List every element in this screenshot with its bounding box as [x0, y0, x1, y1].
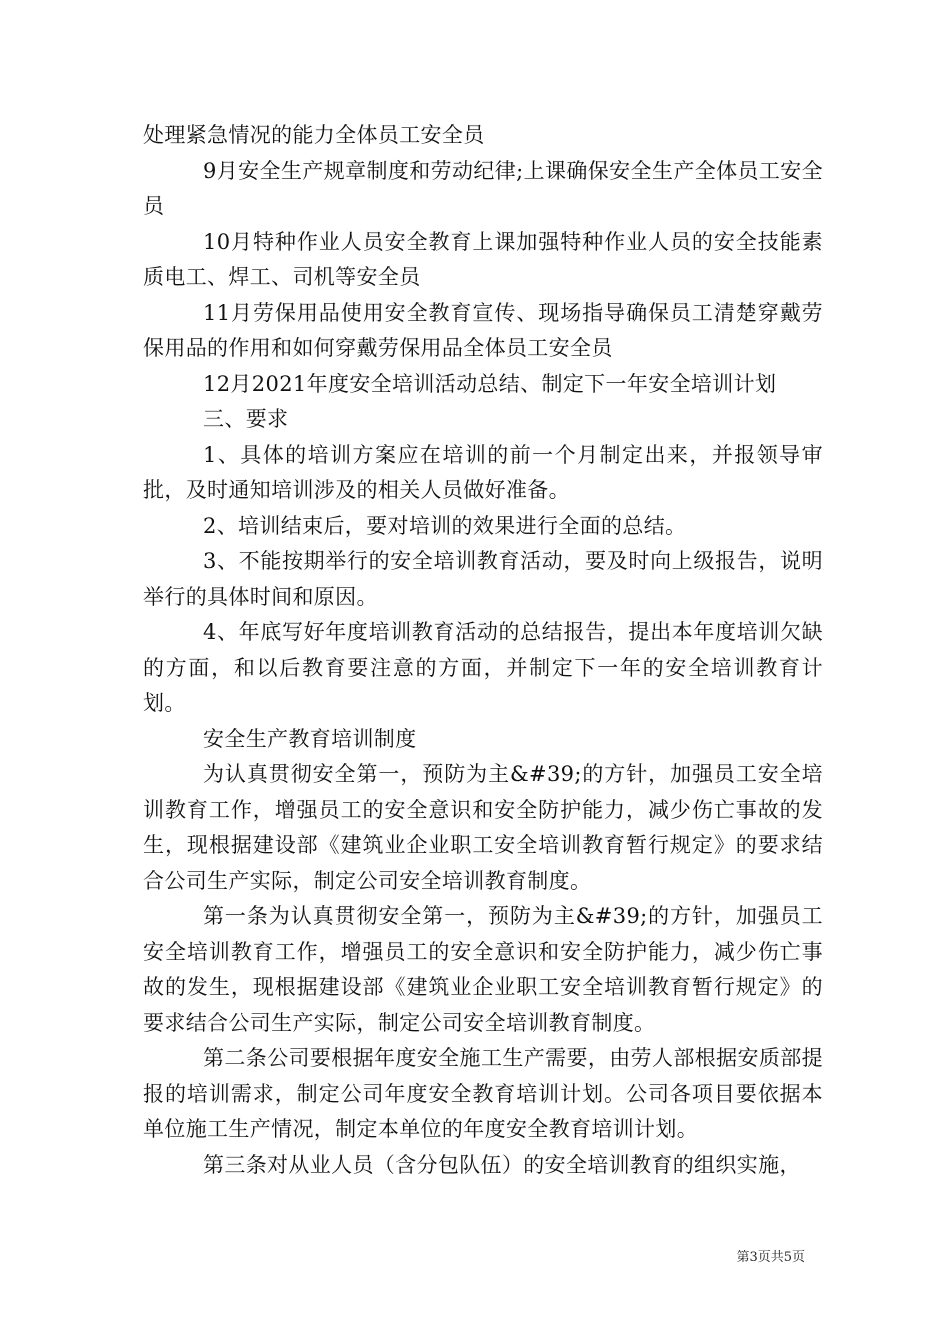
document-body [143, 118, 823, 1183]
paragraph: 4、年底写好年度培训教育活动的总结报告，提出本年度培训欠缺的方面，和以后教育要注意的方面，并制定下一年的安全培训教育计划。 [143, 620, 823, 715]
paragraph: 3、不能按期举行的安全培训教育活动，要及时向上级报告，说明举行的具体时间和原因。 [143, 549, 823, 609]
paragraph: 处理紧急情况的能力全体员工安全员 [143, 123, 485, 147]
paragraph: 10月特种作业人员安全教育上课加强特种作业人员的安全技能素质电工、焊工、司机等安全员 [143, 229, 823, 289]
paragraph: 第二条公司要根据年度安全施工生产需要，由劳人部根据安质部提报的培训需求，制定公司年度安全教育培训计划。公司各项目要依据本单位施工生产情况，制定本单位的年度安全教育培训计划。 [143, 1046, 823, 1141]
paragraph: 1、具体的培训方案应在培训的前一个月制定出来，并报领导审批，及时通知培训涉及的相关人员做好准备。 [143, 442, 823, 502]
paragraph: 11月劳保用品使用安全教育宣传、现场指导确保员工清楚穿戴劳保用品的作用和如何穿戴劳保用品全体员工安全员 [143, 300, 823, 360]
paragraph: 2、培训结束后，要对培训的效果进行全面的总结。 [203, 513, 687, 538]
document-title: 安全生产教育培训制度 [203, 726, 417, 751]
paragraph: 12月2021年度安全培训活动总结、制定下一年安全培训计划 [203, 371, 777, 396]
paragraph: 为认真贯彻安全第一，预防为主&#39;的方针，加强员工安全培训教育工作，增强员工的安全意识和安全防护能力，减少伤亡事故的发生，现根据建设部《建筑业企业职工安全培训教育暂行规定》的要求结合公司生产实际，制定公司安全培训教育制度。 [143, 762, 823, 893]
paragraph: 9月安全生产规章制度和劳动纪律;上课确保安全生产全体员工安全员 [143, 158, 823, 218]
page-number: 第3页共5页 [736, 1250, 805, 1265]
paragraph: 第三条对从业人员（含分包队伍）的安全培训教育的组织实施， [203, 1152, 801, 1177]
paragraph: 第一条为认真贯彻安全第一，预防为主&#39;的方针，加强员工安全培训教育工作，增强员工的安全意识和安全防护能力，减少伤亡事故的发生，现根据建设部《建筑业企业职工安全培训教育暂行规定》的要求结合公司生产实际，制定公司安全培训教育制度。 [143, 904, 823, 1035]
section-heading: 三、要求 [203, 407, 289, 431]
